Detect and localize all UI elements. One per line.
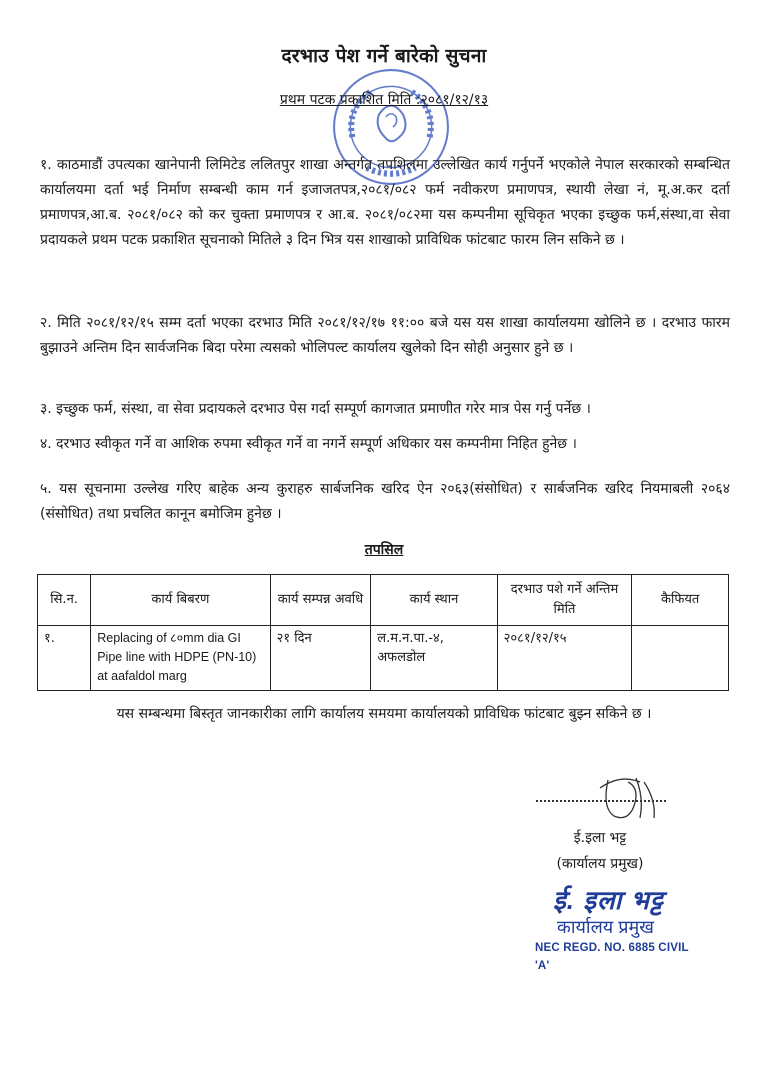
stamp-registration: NEC REGD. NO. 6885 CIVIL 'A' [535,942,689,972]
signatory-name: ई.इला भट्ट [573,830,627,846]
footer-note: यस सम्बन्धमा बिस्तृत जानकारीका लागि कार्यालय समयमा कार्यालयको प्राविधिक फांटबाट बुझ्न सकिने छ । [116,706,652,722]
header-description: कार्य बिबरण [91,575,270,626]
table-header-row [38,575,729,626]
paragraph-1: १. काठमाडौं उपत्यका खानेपानी लिमिटेड ललितपुर शाखा अन्तर्गत तपशिलमा उल्लेखित कार्य गर्नुपर्ने भएकोले नेपाल सरकारको सम्बन्धित कार्यालयमा दर्ता भई निर्माण सम्बन्धी काम गर्न इजाजतपत्र,२०८१/०८२ फर्म नवीकरण प्रमाणपत्र, स्थायी लेखा नं, मू.अ.कर दर्ता प्रमाणपत्र,आ.ब. २०८१/०८२ को कर चुक्ता प्रमाणपत्र र आ.ब. २०८१/०८२मा यस कम्पनीमा सूचिकृत भएका इच्छुक फर्म,संस्था,वा सेवा प्रदायकले प्रथम पटक प्रकाशित सूचनाको मितिले ३ दिन भित्र यस शाखाको प्राविधिक फांटबाट फारम लिन सकिने छ । [40,157,730,248]
notice-title: दरभाउ पेश गर्ने बारेको सुचना [281,45,487,67]
paragraph-2: २. मिति २०८१/१२/१५ सम्म दर्ता भएका दरभाउ मिति २०८१/१२/१७ ११:०० बजे यस यस शाखा कार्यालयमा खोलिने छ । दरभाउ फारम बुझाउने अन्तिम दिन सार्वजनिक बिदा परेमा त्यसको भोलिपल्ट कार्यालय खुलेको दिन सोही अनुसार हुने छ । [40,315,730,356]
paragraph-5: ५. यस सूचनामा उल्लेख गरिए बाहेक अन्य कुराहरु सार्बजनिक खरिद ऐन २०६३(संसोधित) र सार्बजनिक खरिद नियमाबली २०६४ (संसोधित) तथा प्रचलित कानून बमोजिम हुनेछ । [40,481,730,522]
signatory-role: (कार्यालय प्रमुख) [556,856,644,872]
cell-duration: २१ दिन [270,626,371,691]
stamp-name: ई. इला भट्ट [553,885,664,915]
header-deadline: दरभाउ पशे गर्ने अन्तिम मिति [497,575,632,626]
cell-remarks [632,626,729,691]
publication-date-line: प्रथम पटक प्रकाशित मिति :२०८१/१२/१३ [279,92,489,108]
stamp-role: कार्यालय प्रमुख [557,917,654,937]
signature-icon [590,768,670,824]
paragraph-3: ३. इच्छुक फर्म, संस्था, वा सेवा प्रदायकले दरभाउ पेस गर्दा सम्पूर्ण कागजात प्रमाणीत गरेर मात्र पेस गर्नु पर्नेछ । [40,401,591,417]
work-details-table [37,574,729,691]
cell-serial: १. [38,626,91,691]
table-heading: तपसिल [364,542,404,558]
header-duration: कार्य सम्पन्न अवधि [270,575,371,626]
header-remarks: कैफियत [632,575,729,626]
cell-description: Replacing of ८०mm dia GI Pipe line with HDPE (PN-10) at aafaldol marg [91,626,270,691]
paragraph-4: ४. दरभाउ स्वीकृत गर्ने वा आशिक रुपमा स्वीकृत गर्ने वा नगर्ने सम्पूर्ण अधिकार यस कम्पनीमा निहित हुनेछ । [40,436,577,452]
signature-line [536,800,666,802]
cell-location: ल.म.न.पा.-४, अफलडोल [371,626,497,691]
header-serial: सि.न. [38,575,91,626]
official-stamp [525,885,705,975]
cell-deadline: २०८१/१२/१५ [497,626,632,691]
table-row [38,626,729,691]
header-location: कार्य स्थान [371,575,497,626]
